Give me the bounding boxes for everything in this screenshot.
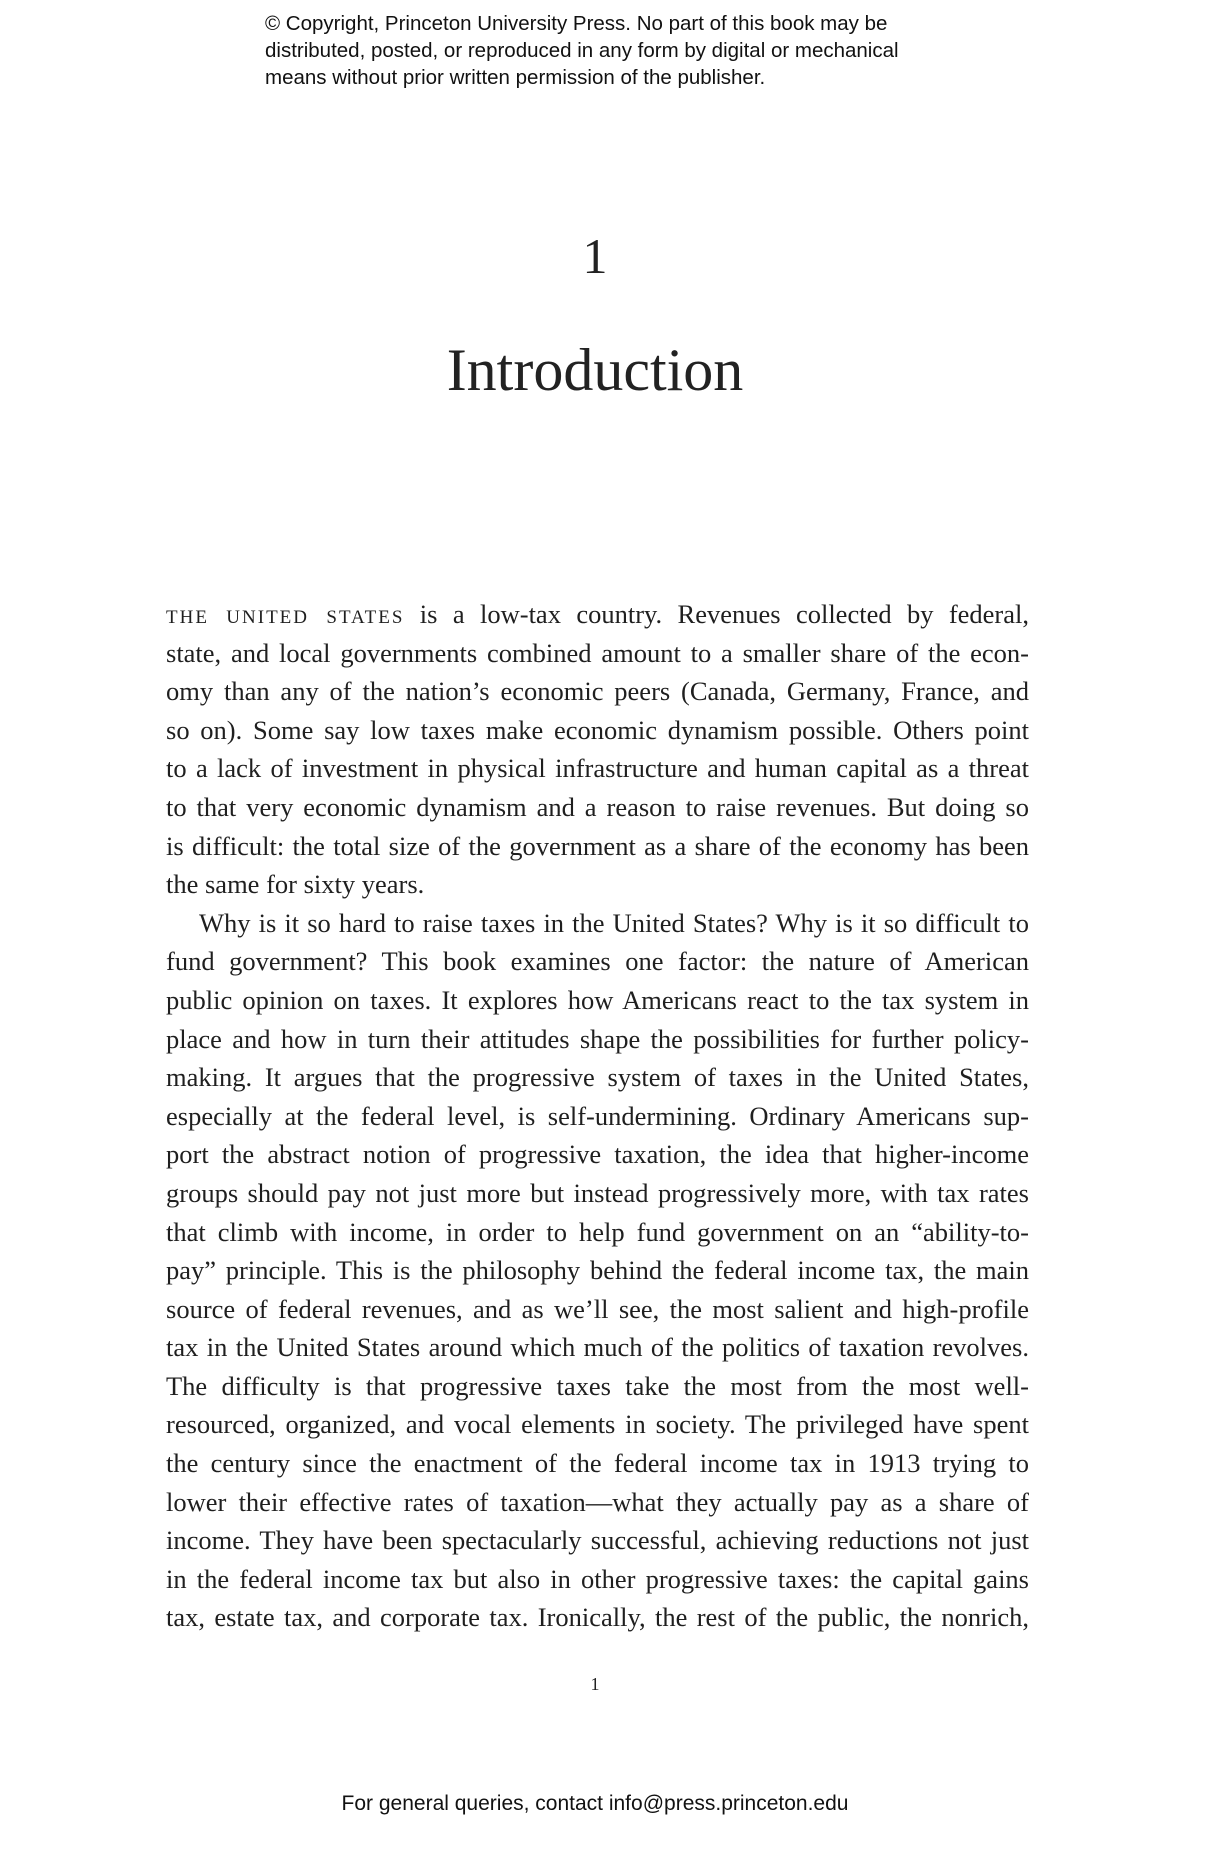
paragraph-2-line: that climb with income, in order to help fund government on an “ability-to- <box>166 1216 1029 1247</box>
paragraph-2-line: port the abstract notion of progressive taxation, the idea that higher-income <box>166 1139 1029 1170</box>
paragraph-2-line: the century since the enactment of the federal income tax in 1913 trying to <box>166 1448 1029 1479</box>
paragraph-1-line: state, and local governments combined amount to a smaller share of the econ- <box>166 637 1029 668</box>
paragraph-1-line: so on). Some say low taxes make economic dynamism possible. Others point <box>166 714 1029 745</box>
paragraph-2-line: tax, estate tax, and corporate tax. Ironically, the rest of the public, the nonrich, <box>166 1602 1029 1633</box>
paragraph-2-line: fund government? This book examines one factor: the nature of American <box>166 946 1029 977</box>
paragraph-2-line: Why is it so hard to raise taxes in the United States? Why is it so difficult to <box>199 907 1029 938</box>
paragraph-2-line: tax in the United States around which much of the politics of taxation revolves. <box>166 1332 1029 1363</box>
paragraph-1-line: is difficult: the total size of the government as a share of the economy has been <box>166 830 1029 861</box>
paragraph-2-line: source of federal revenues, and as we’ll see, the most salient and high-profile <box>166 1293 1029 1324</box>
page-number: 1 <box>590 1674 600 1694</box>
opening-smallcaps: the united states <box>166 599 405 629</box>
chapter-number: 1 <box>582 228 608 284</box>
paragraph-1-first-line-text: is a low-tax country. Revenues collected by federal, <box>404 599 1029 629</box>
chapter-body <box>166 595 1029 1637</box>
paragraph-2-line: making. It argues that the progressive system of taxes in the United States, <box>166 1062 1029 1093</box>
paragraph-2-line: pay” principle. This is the philosophy behind the federal income tax, the main <box>166 1255 1029 1286</box>
paragraph-2-line: income. They have been spectacularly successful, achieving reductions not just <box>166 1525 1029 1556</box>
paragraph-1-line <box>166 595 1029 634</box>
copyright-notice <box>265 10 985 91</box>
copyright-line: distributed, posted, or reproduced in any form by digital or mechanical <box>265 39 899 62</box>
paragraph-2-line: groups should pay not just more but instead progressively more, with tax rates <box>166 1177 1029 1208</box>
copyright-line: © Copyright, Princeton University Press. No part of this book may be <box>265 12 888 35</box>
paragraph-2-line: place and how in turn their attitudes shape the possibilities for further policy- <box>166 1023 1029 1054</box>
paragraph-2-line: resourced, organized, and vocal elements in society. The privileged have spent <box>166 1409 1029 1440</box>
paragraph-2-line: public opinion on taxes. It explores how Americans react to the tax system in <box>166 984 1029 1015</box>
paragraph-1-line: to that very economic dynamism and a reason to raise revenues. But doing so <box>166 791 1029 822</box>
chapter-title: Introduction <box>446 337 744 403</box>
paragraph-1-line: omy than any of the nation’s economic peers (Canada, Germany, France, and <box>166 676 1029 707</box>
copyright-line: means without prior written permission of the publisher. <box>265 66 766 89</box>
paragraph-1-line: to a lack of investment in physical infrastructure and human capital as a threat <box>166 753 1029 784</box>
paragraph-2-line: especially at the federal level, is self-undermining. Ordinary Americans sup- <box>166 1100 1029 1131</box>
paragraph-2-line: lower their effective rates of taxation—what they actually pay as a share of <box>166 1486 1029 1517</box>
footer-contact: For general queries, contact info@press.princeton.edu <box>341 1792 849 1815</box>
paragraph-2-line: The difficulty is that progressive taxes take the most from the most well- <box>166 1370 1029 1401</box>
paragraph-1-line: the same for sixty years. <box>166 869 425 900</box>
paragraph-2-line: in the federal income tax but also in other progressive taxes: the capital gains <box>166 1563 1029 1594</box>
